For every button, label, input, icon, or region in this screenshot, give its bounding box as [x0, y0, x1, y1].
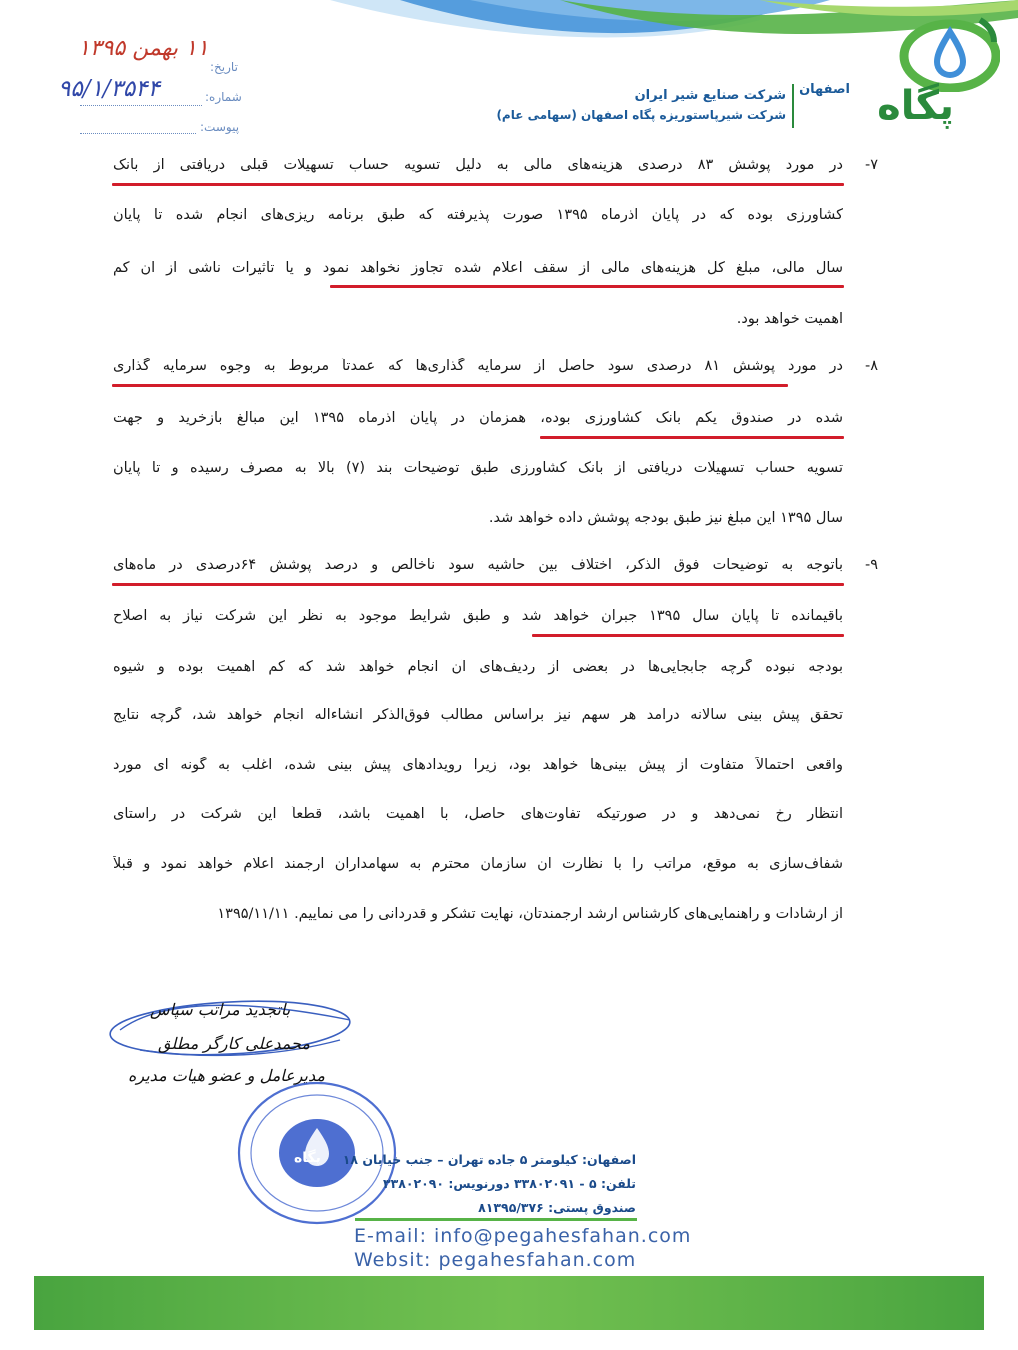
- company-name-secondary: شرکت شیرپاستوریزه پگاه اصفهان (سهامی عام): [496, 108, 786, 122]
- paragraph-line: شده در صندوق یکم بانک کشاورزی بوده، همزمان در پایان آذرماه ۱۳۹۵ این مبالغ بازخرید و جهت: [113, 410, 843, 426]
- paragraph-line: کشاورزی بوده که در پایان آذرماه ۱۳۹۵ صورت پذیرفته که طبق برنامه ریزی‌های انجام شده تا پایان: [113, 207, 843, 223]
- signatory-name: محمدعلی کارگر مطلق: [158, 1034, 310, 1053]
- letter-number-handwritten: ۹۵/۱/۳۵۴۴: [58, 76, 160, 102]
- footer-green-band: [0, 1276, 1018, 1350]
- paragraph-line: در مورد پوشش ۸۱ درصدی سود حاصل از سرمایه گذاری‌ها که عمدتاً مربوط به وجوه سرمایه گذاری: [113, 358, 843, 374]
- date-handwritten: ۱۱ بهمن ۱۳۹۵: [78, 36, 209, 61]
- footer-po-box: صندوق پستی: ۸۱۳۹۵/۳۷۶: [478, 1200, 636, 1215]
- paragraph-line: بودجه نبوده گرچه جابجایی‌ها در بعضی از ردیف‌های آن انجام خواهد شد که کم اهمیت بوده و شیوه: [113, 659, 843, 675]
- red-underline: [532, 634, 844, 637]
- footer-address: اصفهان: کیلومتر ۵ جاده تهران – جنب خیابان ۱۸: [342, 1152, 636, 1167]
- signature-closing: باتجدید مراتب سپاس: [150, 1000, 291, 1019]
- paragraph-line: در مورد پوشش ۸۳ درصدی هزینه‌های مالی به دلیل تسویه حساب تسهیلات قبلی دریافتی از بانک: [113, 157, 843, 173]
- paragraph-line: تحقق پیش بینی سالانه درآمد هر سهم نیز براساس مطالب فوق‌الذکر انشاءاله انجام خواهد شد، گرچه نتایج: [113, 707, 843, 723]
- company-name-primary: شرکت صنایع شیر ایران: [634, 88, 786, 103]
- paragraph-line: اهمیت خواهد بود.: [736, 311, 843, 327]
- red-underline: [112, 384, 788, 387]
- footer-website-link[interactable]: Websit: pegahesfahan.com: [354, 1249, 637, 1271]
- signatory-title: مدیرعامل و عضو هیات مدیره: [128, 1066, 325, 1085]
- number-dots: [80, 104, 202, 106]
- red-underline: [330, 285, 844, 288]
- paragraph-line: شفاف‌سازی به موقع، مراتب را با نظارت آن سازمان محترم به سهامداران ارجمند اعلام خواهد نمود و قبلاً: [113, 856, 843, 872]
- red-underline: [112, 183, 844, 186]
- paragraph-line: باقیمانده تا پایان سال ۱۳۹۵ جبران خواهد شد و طبق شرایط موجود به نظر این شرکت نیاز به اصلاح: [113, 608, 843, 624]
- logo-city: اصفهان: [799, 82, 850, 97]
- attachment-dots: [80, 132, 196, 134]
- red-underline: [540, 436, 844, 439]
- item-number: ۸-: [864, 358, 878, 374]
- stamp-center-text: پگاه: [294, 1150, 321, 1166]
- paragraph-line: واقعی احتمالاً متفاوت از پیش بینی‌ها خواهد بود، زیرا رویدادهای پیش بینی شده، اغلب به گونه ای مورد: [113, 757, 843, 773]
- attachment-label: پیوست:: [200, 120, 240, 134]
- logo-wordmark: پگاه: [877, 83, 954, 129]
- item-number: ۷-: [864, 157, 878, 173]
- footer-phone-fax: تلفن: ۵ - ۳۳۸۰۲۰۹۱ دورنویس: ۳۳۸۰۲۰۹۰: [382, 1176, 636, 1191]
- item-number: ۹-: [864, 557, 878, 573]
- paragraph-line: سال ۱۳۹۵ این مبلغ نیز طبق بودجه پوشش داده خواهد شد.: [488, 510, 843, 526]
- paragraph-line: انتظار رخ نمی‌دهد و در صورتیکه تفاوت‌های حاصل، با اهمیت باشد، قطعاً این شرکت در راستای: [113, 806, 843, 822]
- date-label: تاریخ:: [210, 60, 238, 74]
- number-label: شماره:: [205, 90, 242, 104]
- paragraph-line: سال مالی، مبلغ کل هزینه‌های مالی از سقف اعلام شده تجاوز نخواهد نمود و یا تأثیرات ناشی از آن کم: [113, 260, 843, 276]
- paragraph-line: باتوجه به توضیحات فوق الذکر، اختلاف بین حاشیه سود ناخالص و درصد پوشش ۶۴درصدی در ماه‌های: [113, 557, 843, 573]
- pegah-logo-icon: [890, 12, 1000, 92]
- header-divider: [792, 84, 794, 128]
- footer-rule: [355, 1218, 637, 1221]
- paragraph-line: از ارشادات و راهنمایی‌های کارشناس ارشد ارجمندتان، نهایت تشکر و قدردانی را می نماییم. ۱۳۹۵/۱۱/۱۱: [217, 906, 843, 922]
- red-underline: [112, 583, 844, 586]
- footer-email-link[interactable]: E-mail: info@pegahesfahan.com: [354, 1225, 692, 1247]
- paragraph-line: تسویه حساب تسهیلات دریافتی از بانک کشاورزی طبق توضیحات بند (۷) بالا به مصرف رسیده و تا پایان: [113, 460, 843, 476]
